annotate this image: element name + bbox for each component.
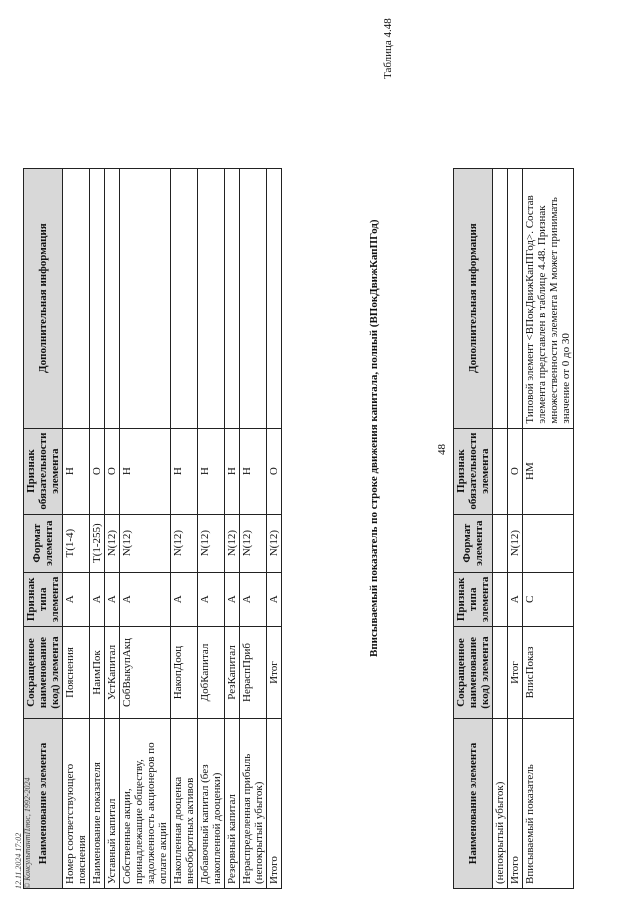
cell-format: N(12) (198, 514, 225, 572)
table-row (90, 168, 105, 888)
cell-info (120, 168, 171, 428)
cell-required: Н (240, 428, 267, 514)
cell-type: С (523, 572, 574, 626)
table-row (171, 168, 198, 888)
cell-name: Собственные акции, принадлежащие обществу, задолженность акционеров по оплате акций (120, 719, 171, 889)
cell-type: А (508, 572, 523, 626)
cell-info (267, 168, 282, 428)
cell-code: Итог (508, 627, 523, 719)
elements-table-continued (453, 168, 574, 889)
table-row (240, 168, 267, 888)
cell-type: А (120, 572, 171, 626)
cell-required: Н (171, 428, 198, 514)
cell-required: НМ (523, 428, 574, 514)
cell-info (225, 168, 240, 428)
cell-code: НаимПок (90, 627, 105, 719)
page-number: 48 (436, 444, 448, 455)
table-row (493, 168, 508, 888)
footer-stamp (14, 777, 32, 889)
cell-required: О (508, 428, 523, 514)
cell-code: РезКапитал (225, 627, 240, 719)
cell-format: N(12) (225, 514, 240, 572)
cell-required: О (267, 428, 282, 514)
cell-name: Резервный капитал (225, 719, 240, 889)
footer-date: 12.11.2024 17:02 (14, 832, 23, 889)
cell-name: Уставный капитал (105, 719, 120, 889)
table-row (523, 168, 574, 888)
cell-info: Типовой элемент <ВПокДвижКапПГод>. Состав элемента представлен в таблице 4.48. Признак множественности элемента М может принимать значение от 0 до 30 (523, 168, 574, 428)
cell-code: СобВыкупАкц (120, 627, 171, 719)
cell-required: О (105, 428, 120, 514)
cell-info (493, 168, 508, 428)
cell-required: Н (120, 428, 171, 514)
col-code: Сокращенное наименование (код) элемента (454, 627, 493, 719)
table-row (198, 168, 225, 888)
vpokdvizhkappgod-table (23, 168, 282, 889)
cell-name: (непокрытый убыток) (493, 719, 508, 889)
cell-code (493, 627, 508, 719)
cell-required: Н (225, 428, 240, 514)
col-element-name: Наименование элемента (454, 719, 493, 889)
cell-info (171, 168, 198, 428)
table-row (267, 168, 282, 888)
cell-type: А (267, 572, 282, 626)
cell-name: Накопленная дооценка внеоборотных активов (171, 719, 198, 889)
cell-name: Вписываемый показатель (523, 719, 574, 889)
col-required: Признак обязательности элемента (24, 428, 63, 514)
cell-format: N(12) (267, 514, 282, 572)
cell-info (63, 168, 90, 428)
cell-type: А (171, 572, 198, 626)
cell-format: N(12) (240, 514, 267, 572)
cell-info (508, 168, 523, 428)
cell-info (198, 168, 225, 428)
col-info: Дополнительная информация (454, 168, 493, 428)
col-format: Формат элемента (454, 514, 493, 572)
cell-format: T(1-4) (63, 514, 90, 572)
cell-name: Номер соответствующего пояснения (63, 719, 90, 889)
table-row (225, 168, 240, 888)
cell-format: N(12) (508, 514, 523, 572)
cell-format (523, 514, 574, 572)
table1-header (454, 168, 493, 888)
col-type: Признак типа элемента (24, 572, 63, 626)
cell-format: T(1-255) (90, 514, 105, 572)
cell-type: А (240, 572, 267, 626)
cell-code: НераспПриб (240, 627, 267, 719)
col-required: Признак обязательности элемента (454, 428, 493, 514)
cell-format (493, 514, 508, 572)
cell-code: Итог (267, 627, 282, 719)
cell-format: N(12) (105, 514, 120, 572)
col-info: Дополнительная информация (24, 168, 63, 428)
cell-required: Н (63, 428, 90, 514)
cell-type: А (198, 572, 225, 626)
table-label: Таблица 4.48 (382, 18, 394, 79)
cell-info (240, 168, 267, 428)
cell-code: ВписПоказ (523, 627, 574, 719)
cell-type: А (90, 572, 105, 626)
cell-info (90, 168, 105, 428)
cell-code: УстКапитал (105, 627, 120, 719)
col-code: Сокращенное наименование (код) элемента (24, 627, 63, 719)
cell-code: Пояснения (63, 627, 90, 719)
cell-required: О (90, 428, 105, 514)
cell-code: ДобКапитал (198, 627, 225, 719)
table-title: Вписываемый показатель по строке движения капитала, полный (ВПокДвижКапПГод) (368, 219, 380, 657)
col-format: Формат элемента (24, 514, 63, 572)
cell-type: А (63, 572, 90, 626)
cell-code: НакопДооц (171, 627, 198, 719)
table-row (508, 168, 523, 888)
cell-name: Итого (508, 719, 523, 889)
cell-type: А (105, 572, 120, 626)
table-row (120, 168, 171, 888)
col-type: Признак типа элемента (454, 572, 493, 626)
cell-name: Наименование показателя (90, 719, 105, 889)
cell-required: Н (198, 428, 225, 514)
table-row (63, 168, 90, 888)
cell-type (493, 572, 508, 626)
cell-name: Итого (267, 719, 282, 889)
cell-info (105, 168, 120, 428)
cell-name: Добавочный капитал (без накопленной дооценки) (198, 719, 225, 889)
cell-type: А (225, 572, 240, 626)
cell-name: Нераспределенная прибыль (непокрытый убыток) (240, 719, 267, 889)
col-element-name: Наименование элемента (24, 719, 63, 889)
table-row (105, 168, 120, 888)
cell-format: N(12) (171, 514, 198, 572)
cell-format: N(12) (120, 514, 171, 572)
cell-required (493, 428, 508, 514)
footer-source: © КонсультантПлюс, 1992-2024 (23, 777, 32, 889)
